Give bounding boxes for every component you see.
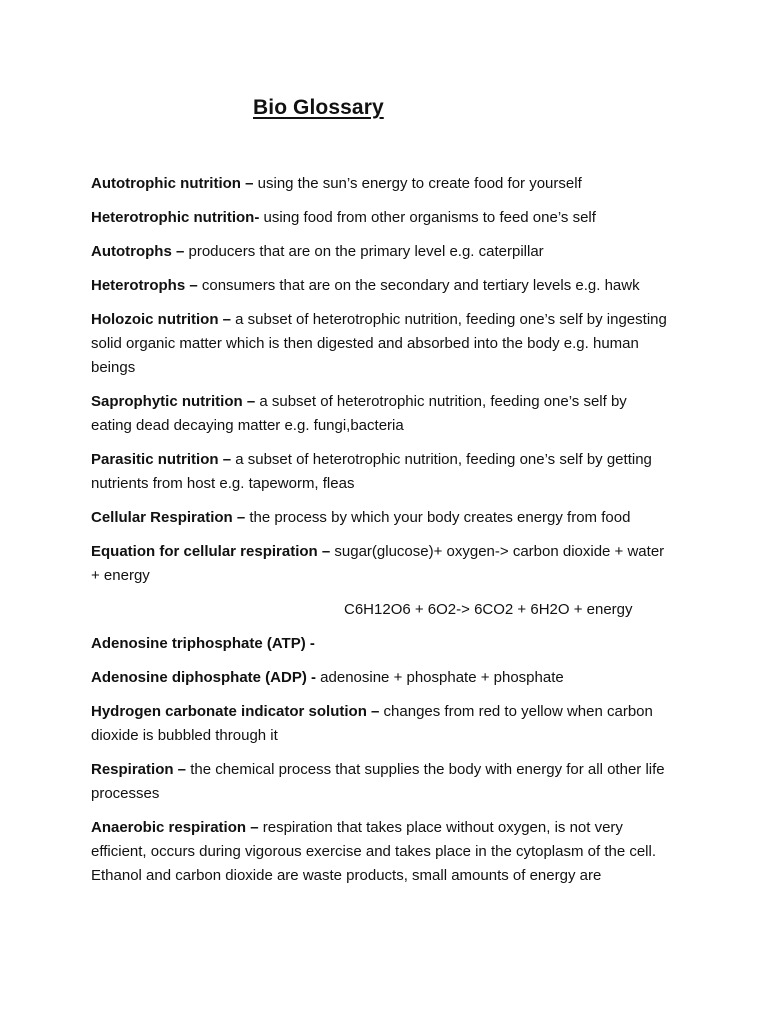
glossary-definition: a subset of heterotrophic nutrition, feeding one’s self by eating dead decaying matter e.g. fungi,bacteria [91,393,627,434]
glossary-term: Heterotrophs – [91,277,198,294]
glossary-term: Adenosine diphosphate (ADP) - [91,669,316,686]
glossary-term: Anaerobic respiration – [91,819,259,836]
glossary-definition: producers that are on the primary level e.g. caterpillar [184,243,544,260]
glossary-term: Respiration – [91,761,187,778]
glossary-term: Saprophytic nutrition – [91,393,256,410]
glossary-term: Autotrophs – [91,243,185,260]
glossary-entry [91,240,671,264]
glossary-definition: changes from red to yellow when carbon dioxide is bubbled through it [91,703,653,744]
glossary-list [91,172,671,898]
glossary-term: Autotrophic nutrition – [91,175,254,192]
glossary-entry [91,206,671,230]
glossary-entry [91,172,671,196]
glossary-definition: the chemical process that supplies the body with energy for all other life processes [91,761,665,802]
chemical-equation: C6H12O6 + 6O2-> 6CO2 + 6H2O + energy [344,601,633,618]
glossary-term: Parasitic nutrition – [91,451,232,468]
glossary-definition: respiration that takes place without oxygen, is not very efficient, occurs during vigorous exercise and takes place in the cytoplasm of the cell. Ethanol and carbon dioxide are waste products, small amounts of energy are [91,819,657,884]
glossary-term: Heterotrophic nutrition- [91,209,260,226]
glossary-entry [91,758,671,806]
glossary-definition: a subset of heterotrophic nutrition, feeding one’s self by getting nutrients from host e.g. tapeworm, fleas [91,451,652,492]
glossary-term: Equation for cellular respiration – [91,543,331,560]
glossary-entry [91,540,671,588]
glossary-entry [91,632,671,656]
page-title: Bio Glossary [253,96,384,119]
glossary-entry [91,816,671,888]
glossary-term: Cellular Respiration – [91,509,246,526]
glossary-entry [91,448,671,496]
glossary-definition: consumers that are on the secondary and tertiary levels e.g. hawk [197,277,640,294]
glossary-term: Adenosine triphosphate (ATP) - [91,635,315,652]
glossary-definition: using the sun’s energy to create food for yourself [253,175,582,192]
glossary-definition: a subset of heterotrophic nutrition, feeding one’s self by ingesting solid organic matter which is then digested and absorbed into the body e.g. human beings [91,311,667,376]
glossary-definition: adenosine + phosphate + phosphate [316,669,564,686]
glossary-entry [91,666,671,690]
glossary-definition: the process by which your body creates energy from food [245,509,631,526]
glossary-entry [91,390,671,438]
glossary-entry [91,308,671,380]
glossary-term: Holozoic nutrition – [91,311,231,328]
glossary-definition: using food from other organisms to feed one’s self [259,209,596,226]
glossary-entry [91,700,671,748]
glossary-definition: sugar(glucose)+ oxygen-> carbon dioxide + water + energy [91,543,665,584]
glossary-entry [91,506,671,530]
glossary-entry [91,274,671,298]
glossary-term: Hydrogen carbonate indicator solution – [91,703,380,720]
